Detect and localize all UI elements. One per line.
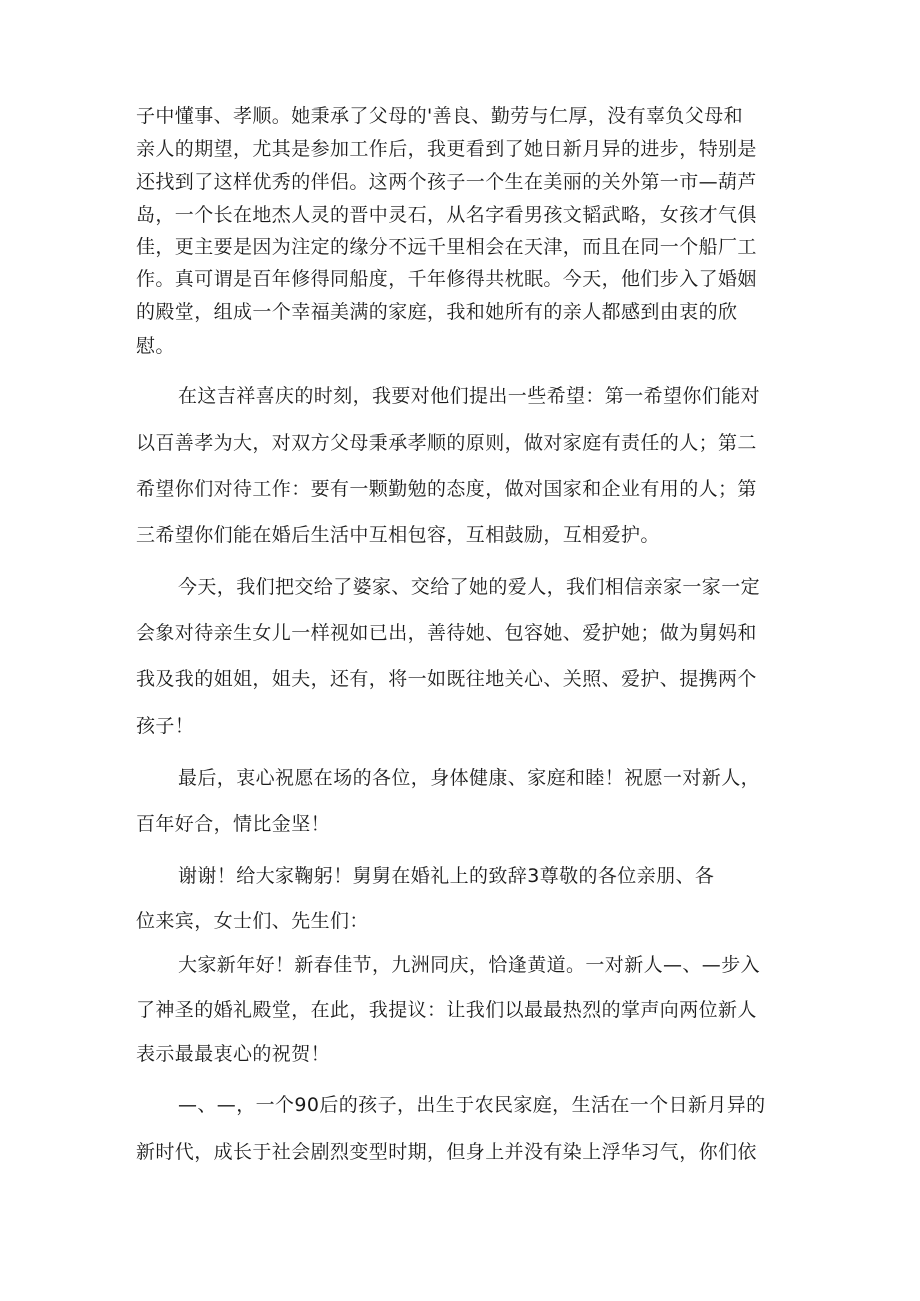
- body-line: 以百善孝为大，对双方父母秉承孝顺的原则，做对家庭有责任的人；第二: [136, 432, 757, 454]
- body-line: 最后，衷心祝愿在场的各位，身体健康、家庭和睦！祝愿一对新人，: [178, 767, 761, 789]
- body-line: 作。真可谓是百年修得同船度，千年修得共枕眠。今天，他们步入了婚姻: [136, 268, 757, 290]
- body-line: 谢谢！给大家鞠躬！舅舅在婚礼上的致辞3尊敬的各位亲朋、各: [178, 865, 715, 887]
- body-line: 子中懂事、孝顺。她秉承了父母的'善良、勤劳与仁厚，没有辜负父母和: [136, 105, 744, 127]
- body-line: —、—，一个90后的孩子，出生于农民家庭，生活在一个日新月异的: [178, 1094, 766, 1116]
- body-line: 新时代，成长于社会剧烈变型时期，但身上并没有染上浮华习气，你们依: [136, 1141, 757, 1163]
- body-line: 在这吉祥喜庆的时刻，我要对他们提出一些希望：第一希望你们能对: [178, 385, 761, 407]
- body-line: 三希望你们能在婚后生活中互相包容，互相鼓励，互相爱护。: [136, 524, 660, 546]
- body-line: 佳，更主要是因为注定的缘分不远千里相会在天津，而且在同一个船厂工: [136, 236, 757, 258]
- body-line: 会象对待亲生女儿一样视如已出，善待她、包容她、爱护她；做为舅妈和: [136, 622, 757, 644]
- body-line: 岛，一个长在地杰人灵的晋中灵石，从名字看男孩文韬武略，女孩才气俱: [136, 204, 757, 226]
- body-line: 表示最最衷心的祝贺！: [136, 1043, 331, 1065]
- body-line: 亲人的期望，尤其是参加工作后，我更看到了她日新月异的进步，特别是: [136, 138, 757, 160]
- body-line: 我及我的姐姐，姐夫，还有，将一如既往地关心、关照、爱护、提携两个: [136, 668, 757, 690]
- body-line: 位来宾，女士们、先生们：: [136, 910, 369, 932]
- body-line: 的殿堂，组成一个幸福美满的家庭，我和她所有的亲人都感到由衷的欣: [136, 301, 738, 323]
- body-line: 慰。: [136, 335, 175, 357]
- body-line: 孩子！: [136, 715, 195, 737]
- body-line: 百年好合，情比金坚！: [136, 813, 331, 835]
- body-line: 了神圣的婚礼殿堂，在此，我提议：让我们以最最热烈的掌声向两位新人: [136, 999, 757, 1021]
- body-line: 还找到了这样优秀的伴侣。这两个孩子一个生在美丽的关外第一市—葫芦: [136, 171, 757, 193]
- body-line: 今天，我们把交给了婆家、交给了她的爱人，我们相信亲家一家一定: [178, 576, 761, 598]
- body-line: 大家新年好！新春佳节，九洲同庆，恰逢黄道。一对新人—、—步入: [178, 954, 761, 976]
- body-line: 希望你们对待工作：要有一颗勤勉的态度，做对国家和企业有用的人；第: [136, 478, 757, 500]
